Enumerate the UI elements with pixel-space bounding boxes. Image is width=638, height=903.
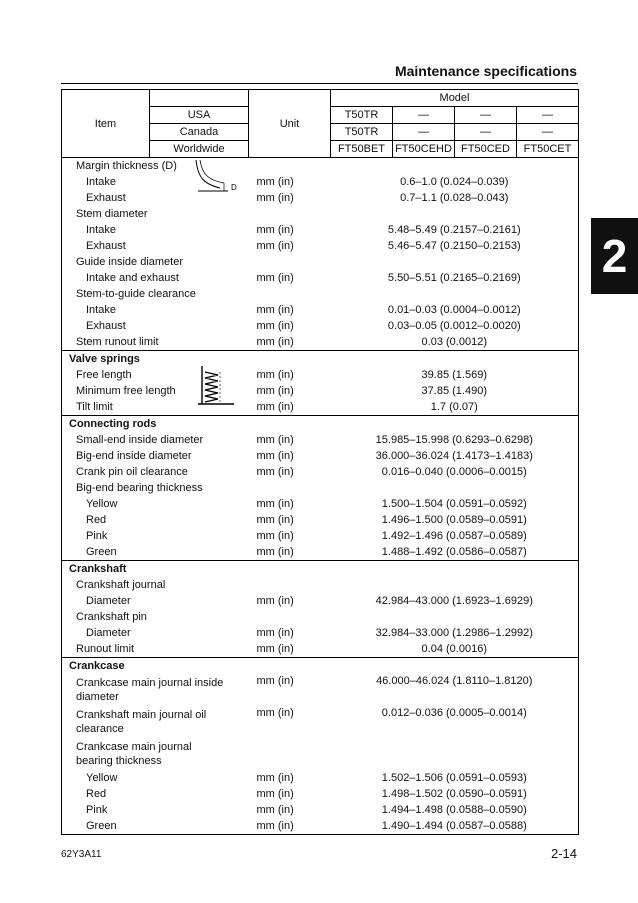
spec-row <box>62 818 579 835</box>
spec-unit: mm (in) <box>256 530 294 542</box>
model-header: Model <box>331 90 579 107</box>
model-name: — <box>455 107 517 124</box>
chapter-number: 2 <box>601 230 628 282</box>
spec-unit <box>249 158 331 175</box>
spec-unit: mm (in) <box>256 176 294 188</box>
spec-item: Intake <box>62 302 249 318</box>
section-row <box>62 416 579 433</box>
spec-unit: mm (in) <box>256 772 294 784</box>
spec-item: Yellow <box>62 770 249 786</box>
spec-item: Green <box>62 544 249 561</box>
spec-item: Pink <box>62 528 249 544</box>
spec-row <box>62 432 579 448</box>
spec-value <box>331 480 579 496</box>
spec-value <box>331 158 579 175</box>
spec-value: 1.488–1.492 (0.0586–0.0587) <box>331 544 579 561</box>
spec-item: Guide inside diameter <box>62 254 249 270</box>
spec-unit <box>249 286 331 302</box>
spec-row <box>62 480 579 496</box>
spec-unit <box>249 738 331 770</box>
spec-item: Exhaust <box>62 238 249 254</box>
spec-value: 1.494–1.498 (0.0588–0.0590) <box>331 802 579 818</box>
spec-row <box>62 222 579 238</box>
spec-unit: mm (in) <box>256 788 294 800</box>
spec-item: Red <box>62 512 249 528</box>
spec-value: 0.01–0.03 (0.0004–0.0012) <box>331 302 579 318</box>
spec-unit: mm (in) <box>256 595 294 607</box>
spec-unit <box>249 416 331 433</box>
spec-item: Crankshaft main journal oil clearance <box>62 706 249 738</box>
spec-value: 1.7 (0.07) <box>331 399 579 416</box>
spec-value <box>331 254 579 270</box>
header-title: Maintenance specifications <box>394 63 577 79</box>
spec-unit: mm (in) <box>256 304 294 316</box>
spec-item: Minimum free length <box>62 383 249 399</box>
spec-row <box>62 593 579 609</box>
spec-value: 0.6–1.0 (0.024–0.039) <box>331 174 579 190</box>
spec-row <box>62 399 579 416</box>
section-title: Crankcase <box>62 658 249 675</box>
spec-value <box>331 577 579 593</box>
spec-unit <box>249 577 331 593</box>
table-header-row <box>62 90 579 107</box>
spec-unit: mm (in) <box>256 514 294 526</box>
spec-row <box>62 544 579 561</box>
spec-unit: mm (in) <box>256 240 294 252</box>
section-title: Connecting rods <box>62 416 249 433</box>
spec-item: Small-end inside diameter <box>62 432 249 448</box>
spec-row <box>62 512 579 528</box>
spec-unit: mm (in) <box>256 546 294 558</box>
spec-value: 46.000–46.024 (1.8110–1.8120) <box>331 674 579 706</box>
model-name: — <box>455 124 517 141</box>
header-rule <box>61 83 578 84</box>
spec-item: Green <box>62 818 249 835</box>
spec-row <box>62 383 579 399</box>
spec-item: Yellow <box>62 496 249 512</box>
spec-value: 1.492–1.496 (0.0587–0.0589) <box>331 528 579 544</box>
model-name: — <box>517 124 579 141</box>
spec-unit: mm (in) <box>256 385 294 397</box>
spec-unit: mm (in) <box>256 272 294 284</box>
spec-item: Exhaust <box>62 318 249 334</box>
market-header-blank <box>150 90 249 107</box>
section-title: Valve springs <box>62 351 249 368</box>
spec-value: 15.985–15.998 (0.6293–0.6298) <box>331 432 579 448</box>
spec-row <box>62 190 579 206</box>
spec-unit: mm (in) <box>256 224 294 236</box>
section-row <box>62 351 579 368</box>
spec-item: Crankcase main journal bearing thickness <box>62 738 249 770</box>
spec-item: Big-end bearing thickness <box>62 480 249 496</box>
spec-unit: mm (in) <box>256 675 294 687</box>
spec-unit: mm (in) <box>256 336 294 348</box>
spec-value <box>331 609 579 625</box>
spec-row <box>62 270 579 286</box>
spec-value: 0.03 (0.0012) <box>331 334 579 351</box>
spec-unit: mm (in) <box>256 466 294 478</box>
spec-item: Crank pin oil clearance <box>62 464 249 480</box>
spec-unit <box>249 480 331 496</box>
spec-value <box>331 658 579 675</box>
spec-value: 1.498–1.502 (0.0590–0.0591) <box>331 786 579 802</box>
spec-item: Free length <box>62 367 249 383</box>
spec-value <box>331 561 579 578</box>
spec-value <box>331 416 579 433</box>
spec-unit: mm (in) <box>256 401 294 413</box>
model-name: — <box>517 107 579 124</box>
spec-unit: mm (in) <box>256 192 294 204</box>
model-name: T50TR <box>331 107 393 124</box>
spec-value: 0.04 (0.0016) <box>331 641 579 658</box>
spec-item: Runout limit <box>62 641 249 658</box>
spec-row <box>62 286 579 302</box>
spec-unit: mm (in) <box>256 707 294 719</box>
spec-row <box>62 206 579 222</box>
spec-unit: mm (in) <box>256 498 294 510</box>
footer-page: 2-14 <box>550 846 577 861</box>
spec-unit: mm (in) <box>256 643 294 655</box>
spec-value: 1.490–1.494 (0.0587–0.0588) <box>331 818 579 835</box>
spec-row <box>62 625 579 641</box>
section-title: Crankshaft <box>62 561 249 578</box>
spec-unit: mm (in) <box>256 804 294 816</box>
spec-row <box>62 738 579 770</box>
model-name: FT50BET <box>331 141 393 158</box>
spec-value: 36.000–36.024 (1.4173–1.4183) <box>331 448 579 464</box>
spec-row <box>62 158 579 175</box>
model-name: FT50CED <box>455 141 517 158</box>
spec-unit <box>249 206 331 222</box>
spec-row <box>62 609 579 625</box>
spec-row <box>62 334 579 351</box>
spec-item: Intake <box>62 174 249 190</box>
spec-value <box>331 286 579 302</box>
spec-unit <box>249 658 331 675</box>
spec-item: Crankcase main journal inside diameter <box>62 674 249 706</box>
spec-row <box>62 802 579 818</box>
spec-value: 5.48–5.49 (0.2157–0.2161) <box>331 222 579 238</box>
spec-value: 0.012–0.036 (0.0005–0.0014) <box>331 706 579 738</box>
model-name: FT50CEHD <box>393 141 455 158</box>
spec-item: Stem runout limit <box>62 334 249 351</box>
spec-value: 39.85 (1.569) <box>331 367 579 383</box>
spec-row <box>62 254 579 270</box>
spec-item: Margin thickness (D) <box>62 158 249 175</box>
spec-item: Stem diameter <box>62 206 249 222</box>
footer-code: 62Y3A11 <box>61 849 102 860</box>
market-name: Worldwide <box>150 141 249 158</box>
spec-unit: mm (in) <box>256 450 294 462</box>
spec-item: Red <box>62 786 249 802</box>
unit-header: Unit <box>249 90 331 158</box>
spec-item: Exhaust <box>62 190 249 206</box>
spec-unit: mm (in) <box>256 627 294 639</box>
spec-item: Diameter <box>62 593 249 609</box>
spec-unit: mm (in) <box>256 320 294 332</box>
spec-value: 0.03–0.05 (0.0012–0.0020) <box>331 318 579 334</box>
market-name: Canada <box>150 124 249 141</box>
market-name: USA <box>150 107 249 124</box>
spec-item: Tilt limit <box>62 399 249 416</box>
model-name: — <box>393 124 455 141</box>
spec-unit: mm (in) <box>256 369 294 381</box>
spec-row <box>62 674 579 706</box>
spec-row <box>62 496 579 512</box>
spec-value: 5.46–5.47 (0.2150–0.2153) <box>331 238 579 254</box>
spec-row <box>62 448 579 464</box>
spec-unit <box>249 254 331 270</box>
spec-item: Stem-to-guide clearance <box>62 286 249 302</box>
margin-dim-label: D <box>231 183 237 192</box>
spec-item: Crankshaft pin <box>62 609 249 625</box>
spec-row <box>62 238 579 254</box>
spec-value <box>331 206 579 222</box>
model-name: FT50CET <box>517 141 579 158</box>
section-row <box>62 561 579 578</box>
spec-unit: mm (in) <box>256 434 294 446</box>
spec-row <box>62 464 579 480</box>
spec-value: 37.85 (1.490) <box>331 383 579 399</box>
spec-value <box>331 351 579 368</box>
spec-unit <box>249 561 331 578</box>
model-name: T50TR <box>331 124 393 141</box>
spec-row <box>62 577 579 593</box>
spec-table <box>61 89 579 835</box>
spec-value: 1.500–1.504 (0.0591–0.0592) <box>331 496 579 512</box>
spec-unit <box>249 351 331 368</box>
spec-value <box>331 738 579 770</box>
spec-item: Intake and exhaust <box>62 270 249 286</box>
chapter-tab <box>591 218 638 294</box>
spec-value: 0.7–1.1 (0.028–0.043) <box>331 190 579 206</box>
spec-row <box>62 706 579 738</box>
spec-value: 0.016–0.040 (0.0006–0.0015) <box>331 464 579 480</box>
spec-value: 42.984–43.000 (1.6923–1.6929) <box>331 593 579 609</box>
spec-unit <box>249 609 331 625</box>
spec-row <box>62 770 579 786</box>
spec-item: Intake <box>62 222 249 238</box>
spec-row <box>62 528 579 544</box>
spec-unit: mm (in) <box>249 818 331 835</box>
spec-value: 5.50–5.51 (0.2165–0.2169) <box>331 270 579 286</box>
spec-row <box>62 641 579 658</box>
spec-item: Crankshaft journal <box>62 577 249 593</box>
spec-item: Big-end inside diameter <box>62 448 249 464</box>
spec-value: 32.984–33.000 (1.2986–1.2992) <box>331 625 579 641</box>
spec-row <box>62 174 579 190</box>
spec-row <box>62 367 579 383</box>
spec-row <box>62 786 579 802</box>
spec-item: Diameter <box>62 625 249 641</box>
spec-row <box>62 302 579 318</box>
section-row <box>62 658 579 675</box>
spec-row <box>62 318 579 334</box>
item-header: Item <box>62 90 150 158</box>
spec-item: Pink <box>62 802 249 818</box>
spec-value: 1.502–1.506 (0.0591–0.0593) <box>331 770 579 786</box>
model-name: — <box>393 107 455 124</box>
spec-value: 1.496–1.500 (0.0589–0.0591) <box>331 512 579 528</box>
